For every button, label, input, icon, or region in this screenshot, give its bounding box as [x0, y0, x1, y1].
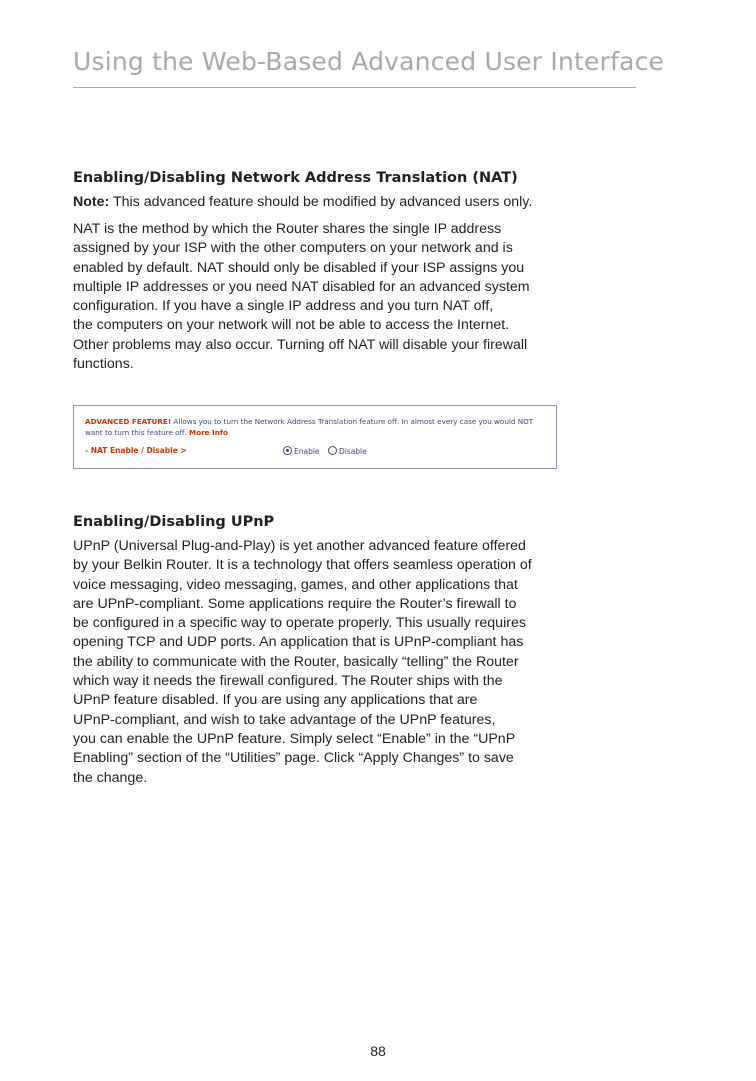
upnp-body-line: which way it needs the firewall configured. The Router ships with the [73, 673, 503, 690]
page-number: 88 [370, 1043, 386, 1059]
nat-body-line: NAT is the method by which the Router shares the single IP address [73, 221, 502, 237]
nat-body [73, 220, 663, 374]
header-divider [73, 87, 636, 88]
upnp-body-line: voice messaging, video messaging, games, and other applications that [73, 576, 518, 593]
upnp-body-line: the ability to communicate with the Router, basically “telling” the Router [73, 653, 519, 670]
upnp-body-line: Enabling” section of the “Utilities” page. Click “Apply Changes” to save [73, 750, 514, 767]
disable-radio-label[interactable]: Disable [338, 447, 367, 456]
nat-body-line: the computers on your network will not be able to access the Internet. [73, 317, 510, 334]
nat-panel-description-text: Allows you to turn the Network Address Translation feature off. In almost every case you would NOT want to turn this feature off. [85, 417, 534, 437]
enable-radio[interactable] [283, 446, 292, 455]
nat-body-line: Other problems may also occur. Turning off NAT will disable your firewall [73, 336, 528, 353]
more-info-link[interactable]: More Info [189, 427, 228, 437]
upnp-body-line: UPnP feature disabled. If you are using any applications that are [73, 692, 478, 709]
upnp-section-heading: Enabling/Disabling UPnP [73, 514, 275, 530]
nat-enable-row [85, 446, 545, 457]
upnp-body-line: be configured in a specific way to operate properly. This usually requires [73, 615, 526, 632]
note-text: This advanced feature should be modified by advanced users only. [109, 194, 533, 210]
page-header-title: Using the Web-Based Advanced User Interface [73, 47, 665, 76]
upnp-body-line: UPnP-compliant, and wish to take advantage of the UPnP features, [73, 711, 496, 728]
note-label: Note: [73, 194, 110, 210]
upnp-body-line: UPnP (Universal Plug-and-Play) is yet another advanced feature offered [73, 538, 526, 554]
upnp-body-line: the change. [73, 769, 148, 786]
disable-radio[interactable] [328, 446, 337, 455]
nat-radio-group [283, 446, 373, 456]
upnp-body [73, 537, 663, 788]
nat-body-line: multiple IP addresses or you need NAT disabled for an advanced system [73, 278, 530, 295]
upnp-body-line: you can enable the UPnP feature. Simply select “Enable” in the “UPnP [73, 730, 516, 747]
advanced-feature-label: ADVANCED FEATURE! [85, 417, 172, 426]
upnp-body-line: are UPnP-compliant. Some applications require the Router’s firewall to [73, 595, 517, 612]
nat-note [73, 193, 663, 212]
enable-radio-label[interactable]: Enable [294, 447, 320, 456]
nat-settings-panel [73, 405, 557, 469]
upnp-body-line: by your Belkin Router. It is a technology that offers seamless operation of [73, 557, 532, 574]
nat-section-heading: Enabling/Disabling Network Address Translation (NAT) [73, 170, 518, 186]
nat-body-line: functions. [73, 356, 134, 373]
nat-body-line: enabled by default. NAT should only be disabled if your ISP assigns you [73, 259, 525, 276]
nat-body-line: configuration. If you have a single IP address and you turn NAT off, [73, 298, 494, 315]
nat-enable-label: - NAT Enable / Disable > [85, 446, 187, 455]
upnp-body-line: opening TCP and UDP ports. An application that is UPnP-compliant has [73, 634, 524, 651]
nat-body-line: assigned by your ISP with the other computers on your network and is [73, 240, 513, 257]
nat-panel-description [85, 417, 545, 438]
